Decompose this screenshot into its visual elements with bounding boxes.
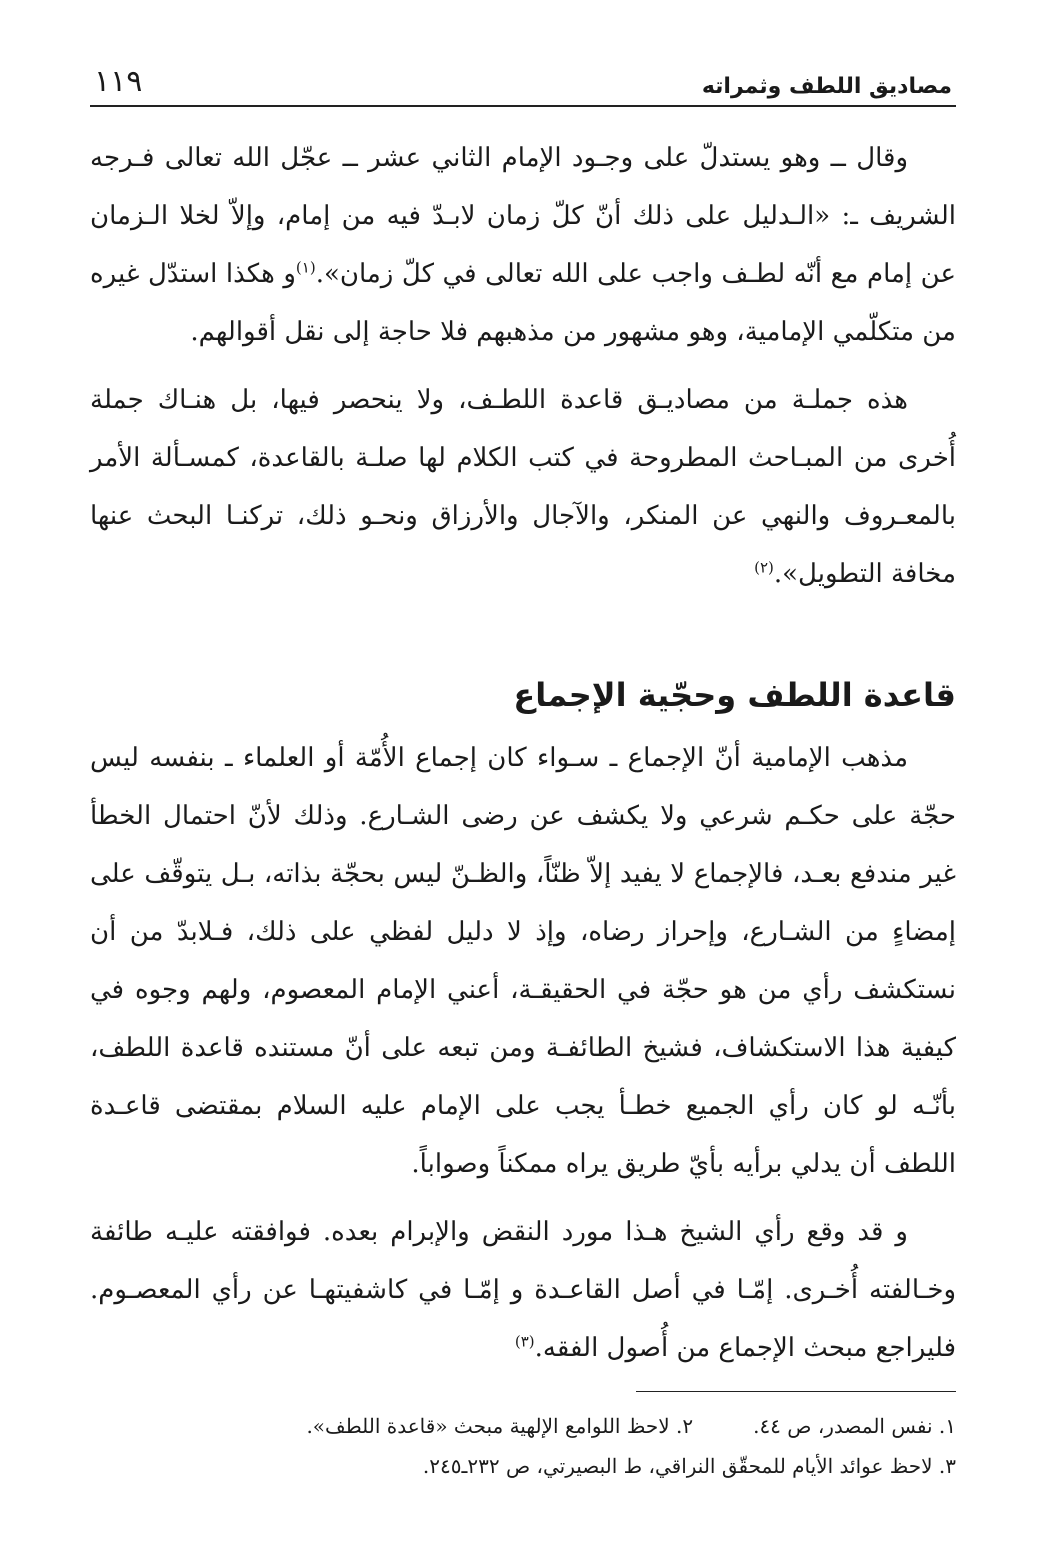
paragraph-text: و قد وقع رأي الشيخ هـذا مورد النقض والإبرام بعده. فوافقته عليـه طائفة وخـالفته أُخـرى. إمّـا في أصل القاعـدة و إمّـا في كاشفيتهـا عن رأي المعصـوم. فليراجع مبحث الإجماع من أُصول الفقه. bbox=[90, 1217, 956, 1363]
section-heading: قاعدة اللطف وحجّية الإجماع bbox=[513, 676, 956, 714]
paragraph-text: مذهب الإمامية أنّ الإجماع ـ سـواء كان إجماع الأُمّة أو العلماء ـ بنفسه ليس حجّة على حكـم شرعي ولا يكشف عن رضى الشـارع. وذلك لأنّ احتمال الخطأ غير مندفع بعـد، فالإجماع لا يفيد إلاّ ظنّاً، والظـنّ ليس بحجّة بذاته، بـل يتوقّف على إمضاءٍ من الشـارع، وإحراز رضاه، وإذ لا دليل لفظي على ذلك، فـلابدّ من أن نستكشف رأي من هو حجّة في الحقيقـة، أعني الإمام المعصوم، ولهم وجوه في كيفية هذا الاستكشاف، فشيخ الطائفـة ومن تبعه على أنّ مستنده قاعدة اللطف، بأنّـه لو كان رأي الجميع خطـأ يجب على الإمام عليه السلام بمقتضى قاعـدة اللطف أن يدلي برأيه بأيّ طريق يراه ممكناً وصواباً. bbox=[90, 743, 956, 1179]
footnote-ref: (١) bbox=[295, 258, 316, 277]
page-number: ١١٩ bbox=[94, 64, 143, 99]
body-text bbox=[90, 129, 956, 1377]
running-title: مصاديق اللطف وثمراته bbox=[701, 74, 952, 99]
footnote-row bbox=[90, 1406, 956, 1446]
paragraph-text: وقال ــ وهو يستدلّ على وجـود الإمام الثاني عشر ــ عجّل الله تعالى فـرجه الشريف ـ: «الـدليل على ذلك أنّ كلّ زمان لابـدّ فيه من إمام، وإلاّ لخلا الـزمان عن إمام مع أنّه لطـف واجب على الله تعالى في كلّ زمان». bbox=[90, 143, 956, 289]
footnote-ref: (٣) bbox=[514, 1332, 535, 1351]
paragraph-text: هذه جملـة من مصاديـق قاعدة اللطـف، ولا ينحصر فيها، بل هنـاك جملة أُخرى من المبـاحث المطروحة في كتب الكلام لها صلـة بالقاعدة، كمسـألة الأمر بالمعـروف والنهي عن المنكر، والآجال والأرزاق ونحـو ذلك، تركنـا البحث عنها مخافة التطويل». bbox=[90, 385, 956, 589]
footnote-row bbox=[90, 1446, 956, 1486]
footnote-1: ١. نفس المصدر، ص ٤٤. bbox=[753, 1414, 956, 1438]
running-header bbox=[90, 55, 956, 107]
footnote-ref: (٢) bbox=[754, 558, 774, 577]
footnote-3: ٣. لاحظ عوائد الأيام للمحقّق النراقي، ط البصيرتي، ص ٢٣٢ـ٢٤٥. bbox=[422, 1454, 956, 1478]
footnotes bbox=[90, 1406, 956, 1486]
footnote-divider bbox=[636, 1391, 956, 1392]
paragraph bbox=[90, 371, 956, 603]
paragraph bbox=[90, 129, 956, 361]
book-page bbox=[90, 55, 956, 1486]
paragraph-text-tail: و هكذا استدّل غيره من متكلّمي الإمامية، وهو مشهور من مذهبهم فلا حاجة إلى نقل أقوالهم. bbox=[90, 259, 956, 347]
paragraph bbox=[90, 729, 956, 1193]
footnote-2: ٢. لاحظ اللوامع الإلهية مبحث «قاعدة اللطف». bbox=[306, 1414, 694, 1438]
paragraph bbox=[90, 1203, 956, 1377]
